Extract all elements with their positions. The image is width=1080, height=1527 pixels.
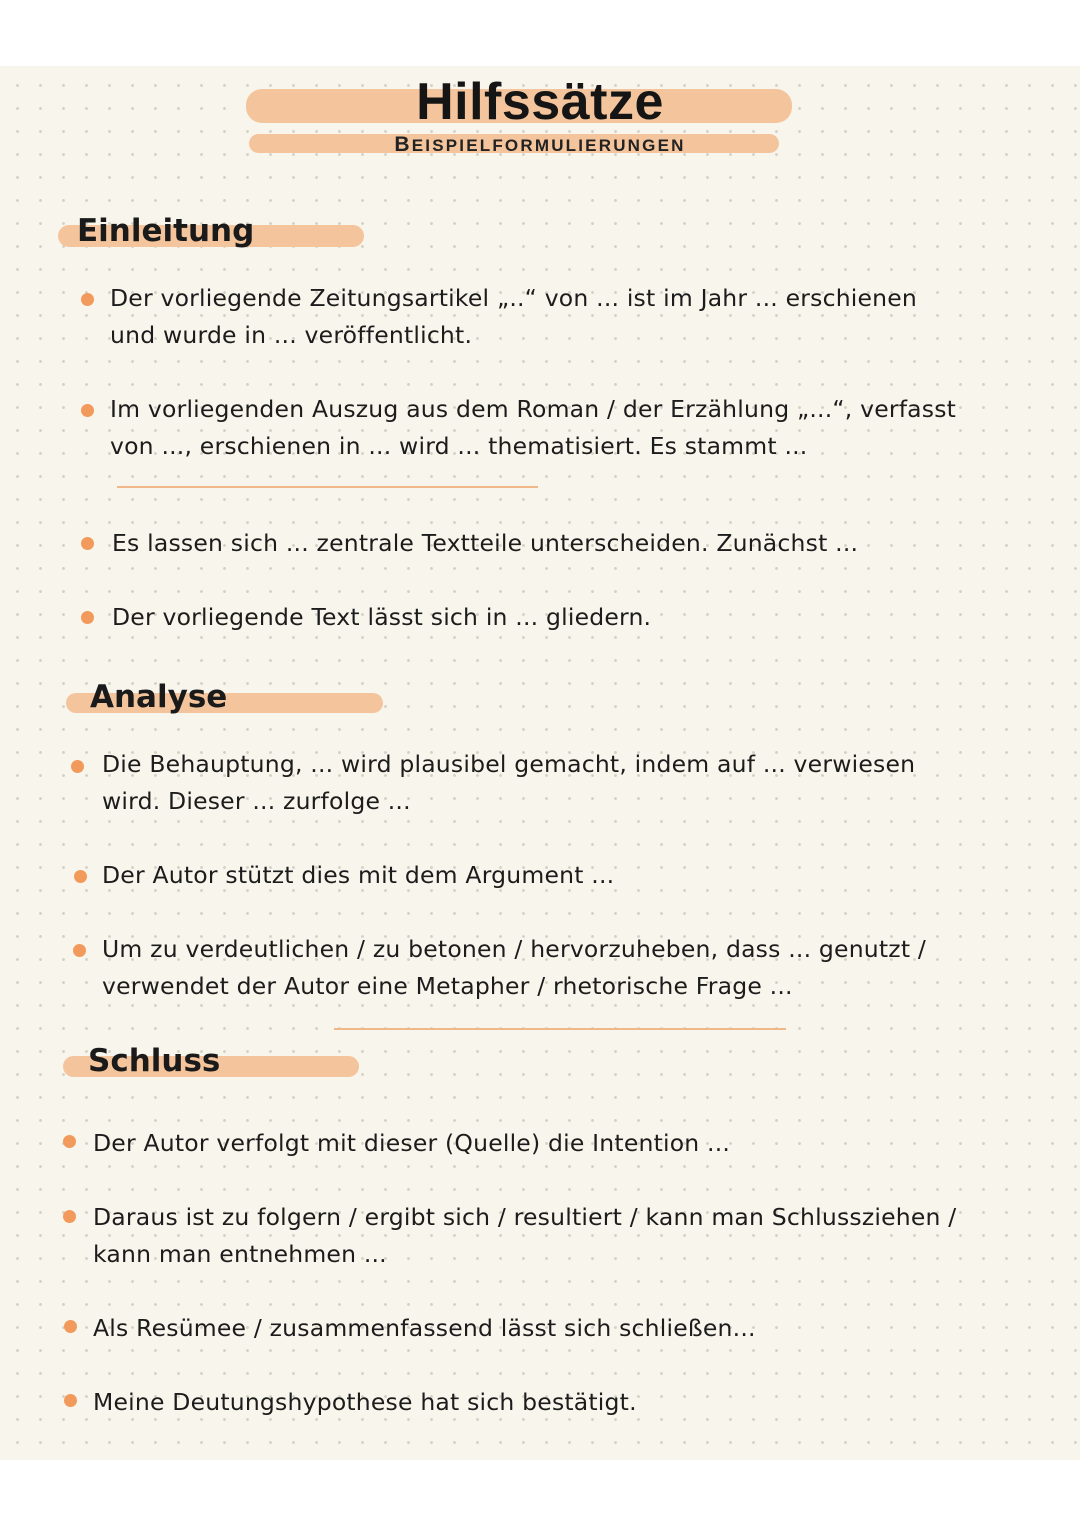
list-item (93, 1125, 730, 1162)
list-item-line: verwendet der Autor eine Metapher / rhetorische Frage ... (102, 972, 793, 1000)
list-item-line: und wurde in ... veröffentlicht. (110, 321, 473, 349)
divider (117, 486, 538, 488)
list-item (110, 280, 917, 354)
subtitle-rest: EISPIELFORMULIERUNGEN (411, 136, 686, 155)
list-item-line: Der vorliegende Text lässt sich in ... gliedern. (112, 603, 652, 631)
list-item (112, 525, 858, 562)
bullet-icon (74, 870, 87, 883)
bullet-icon (81, 404, 94, 417)
divider (334, 1028, 786, 1030)
list-item-line: Meine Deutungshypothese hat sich bestätigt. (93, 1388, 637, 1416)
list-item (93, 1310, 756, 1347)
list-item (112, 599, 651, 636)
page-subtitle (0, 133, 1080, 157)
list-item (102, 931, 926, 1005)
bullet-icon (63, 1210, 76, 1223)
bullet-icon (81, 293, 94, 306)
list-item-line: Die Behauptung, ... wird plausibel gemacht, indem auf ... verwiesen (102, 750, 916, 778)
bullet-icon (81, 537, 94, 550)
list-item-line: Als Resümee / zusammenfassend lässt sich schließen... (93, 1314, 756, 1342)
list-item-line: Der Autor stützt dies mit dem Argument ... (102, 861, 615, 889)
list-item-line: Es lassen sich ... zentrale Textteile unterscheiden. Zunächst ... (112, 529, 859, 557)
bullet-icon (64, 1394, 77, 1407)
list-item-line: Der Autor verfolgt mit dieser (Quelle) die Intention ... (93, 1129, 731, 1157)
list-item (93, 1384, 637, 1421)
list-item-line: kann man entnehmen ... (93, 1240, 387, 1268)
bullet-icon (64, 1320, 77, 1333)
list-item-line: wird. Dieser ... zurfolge ... (102, 787, 411, 815)
bullet-icon (63, 1135, 76, 1148)
list-item (102, 857, 614, 894)
section-heading-einleitung: Einleitung (77, 213, 255, 249)
subtitle-initial: B (394, 133, 412, 156)
bullet-icon (73, 944, 86, 957)
list-item (102, 746, 915, 820)
list-item-line: Der vorliegende Zeitungsartikel „..“ von ... ist im Jahr ... erschienen (110, 284, 918, 312)
list-item-line: Um zu verdeutlichen / zu betonen / hervorzuheben, dass ... genutzt / (102, 935, 927, 963)
section-heading-schluss: Schluss (88, 1043, 221, 1079)
section-heading-analyse: Analyse (90, 679, 228, 715)
list-item-line: von ..., erschienen in ... wird ... thematisiert. Es stammt ... (110, 432, 808, 460)
list-item (93, 1199, 956, 1273)
bullet-icon (81, 611, 94, 624)
list-item-line: Daraus ist zu folgern / ergibt sich / resultiert / kann man Schlussziehen / (93, 1203, 957, 1231)
list-item (110, 391, 956, 465)
page-title: Hilfssätze (416, 73, 664, 131)
bullet-icon (71, 760, 84, 773)
list-item-line: Im vorliegenden Auszug aus dem Roman / der Erzählung „...“, verfasst (110, 395, 957, 423)
